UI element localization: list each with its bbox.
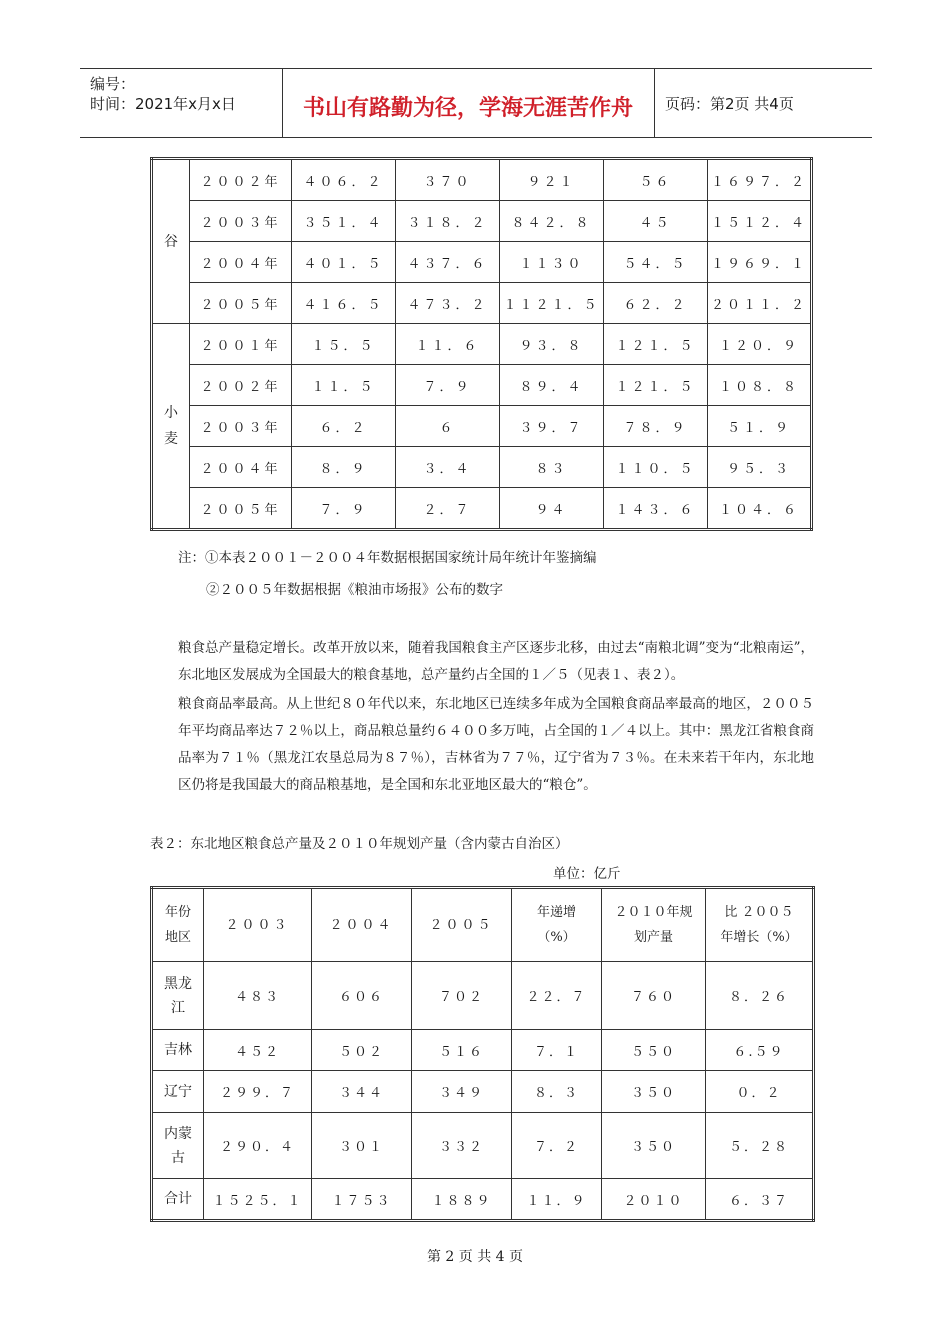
table-row: [152, 1113, 814, 1179]
table-cell: ７．２: [512, 1113, 602, 1179]
header-col-growth: [512, 888, 602, 962]
header-time: 时间：2021年x月x日: [90, 95, 236, 113]
table-cell: ９３．８: [500, 324, 604, 365]
header-ratio-bottom: 年增长（%）: [720, 930, 798, 945]
header-page-number: 页码：第2页 共4页: [665, 95, 794, 113]
table-cell: ３９．７: [500, 406, 604, 447]
table-cell: ４７３．２: [396, 283, 500, 324]
table-cell: １１．９: [512, 1179, 602, 1221]
header-number: 编号：: [90, 75, 136, 93]
region-cell: 合计: [152, 1179, 204, 1221]
header-meta-cell: [80, 69, 283, 137]
header-col-2004: ２００４: [312, 888, 412, 962]
table-cell: １４３．６: [604, 488, 708, 530]
table-cell: ２００５年: [190, 488, 292, 530]
table-cell: ２０１０: [602, 1179, 706, 1221]
table-cell: ８４２．８: [500, 201, 604, 242]
table-cell: １２１．５: [604, 365, 708, 406]
table-cell: １５１２．４: [708, 201, 812, 242]
table-cell: ７６０: [602, 962, 706, 1030]
region-name-bottom: 古: [171, 1149, 185, 1166]
table-cell: ３５０: [602, 1113, 706, 1179]
table-cell: ２．７: [396, 488, 500, 530]
table-cell: ３．４: [396, 447, 500, 488]
table-cell: ８．３: [512, 1071, 602, 1113]
header-corner-region: 地区: [164, 930, 191, 945]
table-cell: ７．９: [396, 365, 500, 406]
group-label: [152, 324, 190, 530]
header-col-ratio: [706, 888, 814, 962]
table-cell: ２００２年: [190, 159, 292, 201]
region-name-bottom: 江: [171, 999, 185, 1016]
table-row: [152, 447, 812, 488]
table-cell: １１２１．５: [500, 283, 604, 324]
header-growth-bottom: （%）: [537, 930, 576, 945]
header-plan-top: ２０１０年规: [614, 905, 693, 920]
table2-title: 表２：东北地区粮食总产量及２０１０年规划产量（含内蒙古自治区）: [150, 836, 569, 852]
table-row: [152, 1030, 814, 1071]
table-cell: ２００４年: [190, 242, 292, 283]
table-cell: ４０６．２: [292, 159, 396, 201]
header-motto-cell: [282, 69, 655, 137]
header-page-cell: [655, 69, 872, 137]
table-cell: ７．１: [512, 1030, 602, 1071]
table-cell: ５１６: [412, 1030, 512, 1071]
table-cell: １７５３: [312, 1179, 412, 1221]
table-cell: ３４４: [312, 1071, 412, 1113]
table-cell: ２９９．７: [204, 1071, 312, 1113]
table-row: [152, 324, 812, 365]
region-cell: 吉林: [152, 1030, 204, 1071]
table-cell: ５０２: [312, 1030, 412, 1071]
table-cell: ７８．９: [604, 406, 708, 447]
header-ratio-top: 比 ２００５: [724, 905, 794, 920]
table-cell: ２０１１．２: [708, 283, 812, 324]
table-row: [152, 406, 812, 447]
region-name-top: 内蒙: [164, 1125, 192, 1142]
table-cell: １１．６: [396, 324, 500, 365]
table-cell: ７．９: [292, 488, 396, 530]
table-cell: ５５０: [602, 1030, 706, 1071]
paragraph-text: 粮食总产量稳定增长。改革开放以来，随着我国粮食主产区逐步北移，由过去“南粮北调”变为“北粮南运”，东北地区发展成为全国最大的粮食基地，总产量约占全国的１／５（见表１、表２）。: [178, 640, 814, 683]
table-cell: ２００２年: [190, 365, 292, 406]
table-cell: ５．２８: [706, 1113, 814, 1179]
header-corner: [152, 888, 204, 962]
table-cell: ７０２: [412, 962, 512, 1030]
table-cell: ３１８．２: [396, 201, 500, 242]
table-cell: １１０．５: [604, 447, 708, 488]
table-cell: ２９０．４: [204, 1113, 312, 1179]
region-cell: [152, 962, 204, 1030]
header-col-2005: ２００５: [412, 888, 512, 962]
table-cell: ３０１: [312, 1113, 412, 1179]
table-cell: ３７０: [396, 159, 500, 201]
header-motto: 书山有路勤为径，学海无涯苦作舟: [302, 96, 633, 121]
paragraph-text: 粮食商品率最高。从上世纪８０年代以来，东北地区已连续多年成为全国粮食商品率最高的地区，２００５年平均商品率达７２％以上，商品粮总量约６４００多万吨，占全国的１／４以上。其中：黑龙江省粮食商品率为７１％（黑龙江农垦总局为８７％），吉林省为７７％，辽宁省为７３％。在未来若干年内，东北地区仍将是我国最大的商品粮基地，是全国和东北亚地区最大的“粮仓”。: [178, 696, 814, 793]
header-col-2003: ２００３: [204, 888, 312, 962]
table-note-1: 注：①本表２００１－２００４年数据根据国家统计局年统计年鉴摘编: [178, 550, 597, 566]
table-row: [152, 365, 812, 406]
table-cell: ９４: [500, 488, 604, 530]
table-cell: ２００４年: [190, 447, 292, 488]
table-cell: ４１６．５: [292, 283, 396, 324]
table-cell: ９５．３: [708, 447, 812, 488]
paragraph-total-output: [150, 635, 814, 689]
table-cell: １２１．５: [604, 324, 708, 365]
table-cell: １８８９: [412, 1179, 512, 1221]
table-cell: ６．３７: [706, 1179, 814, 1221]
table-row: [152, 1179, 814, 1221]
region-cell: [152, 1113, 204, 1179]
table-row: [152, 962, 814, 1030]
page-footer: 第 2 页 共 4 页: [426, 1249, 524, 1265]
table-cell: １０４．６: [708, 488, 812, 530]
table2-unit: 单位：亿斤: [553, 866, 621, 882]
table-cell: ９２１: [500, 159, 604, 201]
header-col-plan: [602, 888, 706, 962]
table-cell: ２００１年: [190, 324, 292, 365]
header-plan-bottom: 划产量: [633, 930, 673, 945]
table-cell: １５．５: [292, 324, 396, 365]
table-cell: ２００５年: [190, 283, 292, 324]
table-cell: ５４．５: [604, 242, 708, 283]
table-cell: ８３: [500, 447, 604, 488]
table-cell: １６９７．２: [708, 159, 812, 201]
header-corner-year: 年份: [164, 905, 191, 920]
table-note-2: ②２００５年数据根据《粮油市场报》公布的数字: [206, 582, 503, 598]
table-cell: ５１．９: [708, 406, 812, 447]
table-row: [152, 201, 812, 242]
table-cell: ８．９: [292, 447, 396, 488]
table-cell: ６２．２: [604, 283, 708, 324]
table-cell: ３５１．４: [292, 201, 396, 242]
table-cell: ２２．７: [512, 962, 602, 1030]
grain-output-table: [150, 157, 813, 531]
northeast-grain-table: [150, 886, 815, 1222]
table-cell: ６０６: [312, 962, 412, 1030]
table-cell: ４５: [604, 201, 708, 242]
group-label: 谷: [152, 159, 190, 324]
table-cell: ４０１．５: [292, 242, 396, 283]
table-cell: ２００３年: [190, 201, 292, 242]
table-cell: ８．２６: [706, 962, 814, 1030]
table-cell: １５２５．１: [204, 1179, 312, 1221]
table-row: [152, 488, 812, 530]
table-cell: １１３０: [500, 242, 604, 283]
document-header: [80, 68, 872, 138]
table-cell: ４８３: [204, 962, 312, 1030]
table-cell: ４３７．６: [396, 242, 500, 283]
table-row: [152, 283, 812, 324]
table-cell: ６: [396, 406, 500, 447]
table-cell: １２０．９: [708, 324, 812, 365]
paragraph-commodity-rate: [150, 691, 814, 799]
region-cell: 辽宁: [152, 1071, 204, 1113]
region-name-top: 黑龙: [164, 975, 192, 992]
table-cell: １９６９．１: [708, 242, 812, 283]
table-cell: ５６: [604, 159, 708, 201]
table-cell: ４５２: [204, 1030, 312, 1071]
table-row: [152, 242, 812, 283]
table-cell: ６．２: [292, 406, 396, 447]
table-cell: ６.５９: [706, 1030, 814, 1071]
table-row: [152, 1071, 814, 1113]
header-growth-top: 年递增: [536, 905, 576, 920]
table-cell: ８９．４: [500, 365, 604, 406]
table-cell: ２００３年: [190, 406, 292, 447]
table-cell: ３３２: [412, 1113, 512, 1179]
table-cell: １０８．８: [708, 365, 812, 406]
table-cell: ０．２: [706, 1071, 814, 1113]
group-label-text: 小麦: [164, 405, 178, 447]
table-cell: ３５０: [602, 1071, 706, 1113]
table-cell: １１．５: [292, 365, 396, 406]
table-row: [152, 159, 812, 201]
table-cell: ３４９: [412, 1071, 512, 1113]
table-header-row: [152, 888, 814, 962]
